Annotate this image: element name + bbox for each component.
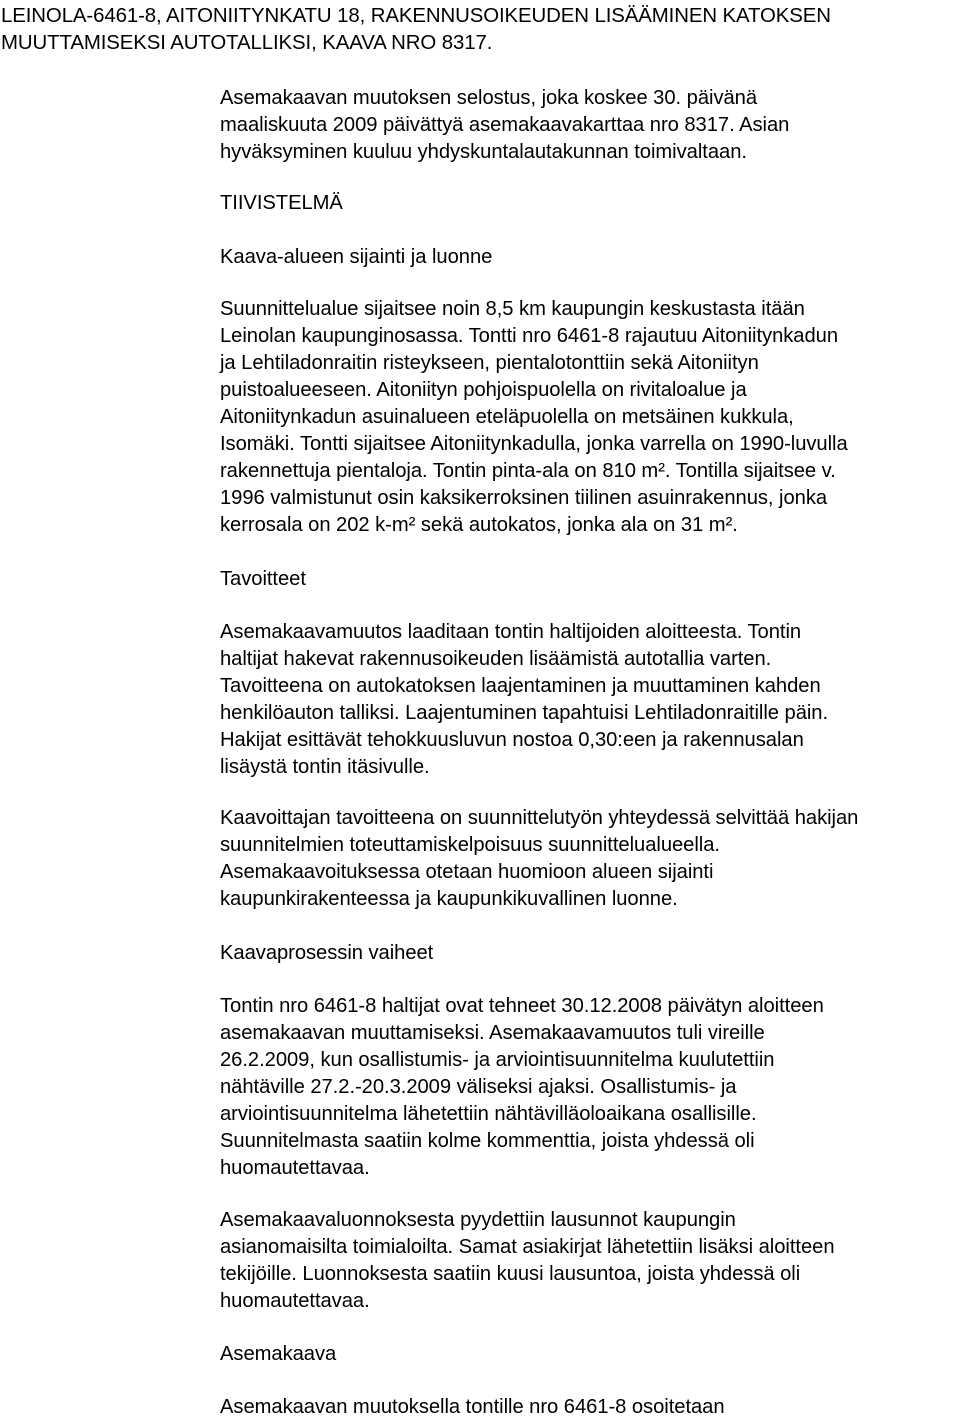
goals-paragraph-1: Asemakaavamuutos laaditaan tontin haltijoiden aloitteesta. Tontin haltijat hakevat rakennusoikeuden lisäämistä autotallia varten. Tavoitteena on autokatoksen laajentaminen ja muuttaminen kahden henkilöauton talliksi. Laajentuminen tapahtuisi Lehtiladonraitille päin. Hakijat esittävät tehokkuusluvun nostoa 0,30:een ja rakennusalan lisäystä tontin itäsivulle. [220, 621, 829, 778]
intro-paragraph: Asemakaavan muutoksen selostus, joka koskee 30. päivänä maaliskuuta 2009 päivättyä asemakaavakarttaa nro 8317. Asian hyväksyminen kuuluu yhdyskuntalautakunnan toimivaltaan. [220, 87, 790, 163]
process-paragraph-1: Tontin nro 6461-8 haltijat ovat tehneet 30.12.2008 päivätyn aloitteen asemakaavan muuttamiseksi. Asemakaavamuutos tuli vireille 26.2.2009, kun osallistumis- ja arviointisuunnitelma kuulutettiin nähtäville 27.2.-20.3.2009 väliseksi ajaksi. Osallistumis- ja arviointisuunnitelma lähetettiin nähtävilläoloaikana osallisille. Suunnitelmasta saatiin kolme kommenttia, joista yhdessä oli huomautettavaa. [220, 995, 824, 1179]
zoning-plan-heading: Asemakaava [220, 1343, 337, 1365]
summary-heading: TIIVISTELMÄ [220, 192, 343, 214]
process-heading: Kaavaprosessin vaiheet [220, 942, 434, 964]
location-paragraph: Suunnittelualue sijaitsee noin 8,5 km kaupungin keskustasta itään Leinolan kaupunginosassa. Tontti nro 6461-8 rajautuu Aitoniitynkadun ja Lehtiladonraitin risteykseen, pientalotonttiin sekä Aitoniityn puistoalueeseen. Aitoniityn pohjoispuolella on rivitaloalue ja Aitoniitynkadun asuinalueen eteläpuolella on metsäinen kukkula, Isomäki. Tontti sijaitsee Aitoniitynkadulla, jonka varrella on 1990-luvulla rakennettuja pientaloja. Tontin pinta-ala on 810 m². Tontilla sijaitsee v. 1996 valmistunut osin kaksikerroksinen tiilinen asuinrakennus, jonka kerrosala on 202 k-m² sekä autokatos, jonka ala on 31 m². [220, 298, 848, 536]
zoning-plan-paragraph: Asemakaavan muutoksella tontille nro 6461-8 osoitetaan [220, 1396, 725, 1418]
goals-heading: Tavoitteet [220, 568, 306, 590]
process-paragraph-2: Asemakaavaluonnoksesta pyydettiin lausunnot kaupungin asianomaisilta toimialoilta. Samat asiakirjat lähetettiin lisäksi aloitteen tekijöille. Luonnoksesta saatiin kuusi lausuntoa, joista yhdessä oli huomautettavaa. [220, 1209, 835, 1312]
location-heading: Kaava-alueen sijainti ja luonne [220, 246, 493, 268]
document-title: LEINOLA-6461-8, AITONIITYNKATU 18, RAKENNUSOIKEUDEN LISÄÄMINEN KATOKSEN MUUTTAMISEKSI AUTOTALLIKSI, KAAVA NRO 8317. [1, 5, 831, 54]
goals-paragraph-2: Kaavoittajan tavoitteena on suunnittelutyön yhteydessä selvittää hakijan suunnitelmien toteuttamiskelpoisuus suunnittelualueella. Asemakaavoituksessa otetaan huomioon alueen sijainti kaupunkirakenteessa ja kaupunkikuvallinen luonne. [220, 807, 859, 910]
